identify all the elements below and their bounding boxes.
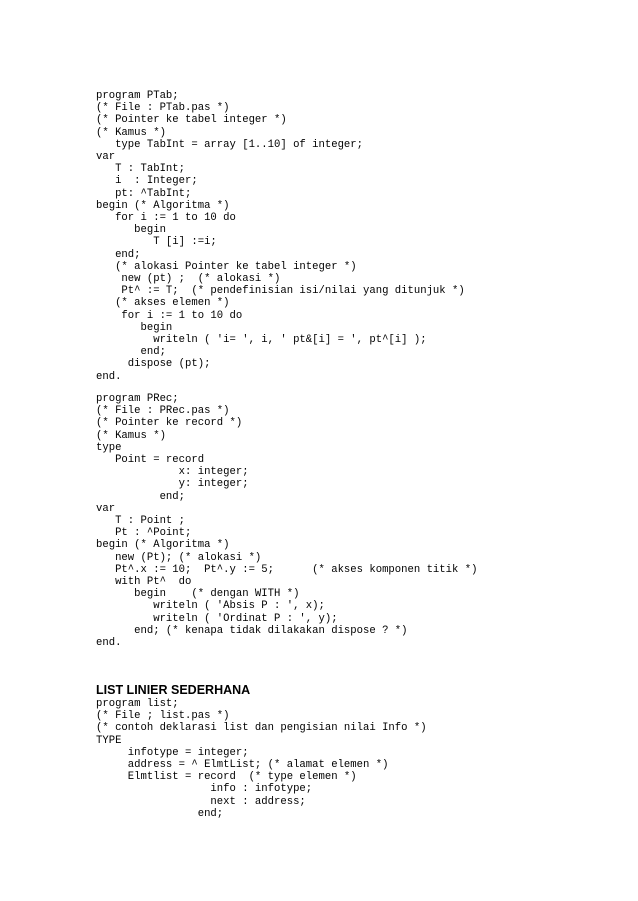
code-line: begin (* Algoritma *) [96,539,230,552]
code-block-ptab [96,90,465,383]
code-line: Elmtlist = record (* type elemen *) [96,771,357,784]
code-line: (* File : PRec.pas *) [96,405,230,418]
code-line: program PRec; [96,393,179,405]
code-line: writeln ( 'i= ', i, ' pt&[i] = ', pt^[i] ); [96,334,427,347]
code-line: address = ^ ElmtList; (* alamat elemen *) [96,759,389,772]
code-line: end; [96,248,141,261]
code-line: type TabInt = array [1..10] of integer; [96,138,364,151]
code-line: Point = record [96,454,205,467]
code-line: begin (* dengan WITH *) [96,588,300,601]
code-line: end. [96,370,122,383]
code-line: program PTab; [96,90,179,102]
code-line: var [96,151,116,164]
code-line: (* alokasi Pointer ke tabel integer *) [96,260,357,273]
code-line: T [i] :=i; [96,236,217,249]
code-line: (* File ; list.pas *) [96,710,230,723]
code-line: begin [96,321,173,334]
code-line: writeln ( 'Absis P : ', x); [96,600,325,613]
code-block-prec [96,393,477,649]
code-line: (* Pointer ke tabel integer *) [96,114,287,127]
code-line: dispose (pt); [96,358,211,371]
code-line: info : infotype; [96,783,313,796]
code-line: end; [96,490,186,503]
code-line: Pt^ := T; (* pendefinisian isi/nilai yang ditunjuk *) [96,285,465,298]
code-line: end; [96,346,166,359]
code-line: (* contoh deklarasi list dan pengisian nilai Info *) [96,722,427,735]
code-line: (* Kamus *) [96,126,166,139]
code-line: end; [96,807,224,820]
code-line: program list; [96,698,179,710]
code-line: type [96,441,122,454]
code-line: writeln ( 'Ordinat P : ', y); [96,612,338,625]
code-line: TYPE [96,734,122,747]
code-line: begin [96,224,166,237]
section-heading-list: LIST LINIER SEDERHANA [96,683,251,697]
code-line: T : TabInt; [96,163,186,176]
code-line: infotype = integer; [96,746,249,759]
code-line: pt: ^TabInt; [96,187,192,200]
code-line: i : Integer; [96,175,198,188]
code-line: T : Point ; [96,515,186,528]
code-line: new (Pt); (* alokasi *) [96,551,262,564]
code-line: Pt^.x := 10; Pt^.y := 5; (* akses komponen titik *) [96,563,478,576]
code-block-list [96,698,427,820]
code-line: begin (* Algoritma *) [96,199,230,212]
code-line: (* akses elemen *) [96,297,230,310]
code-line: (* Pointer ke record *) [96,417,243,430]
code-line: x: integer; [96,466,249,479]
code-line: var [96,502,116,515]
code-line: for i := 1 to 10 do [96,309,243,322]
code-line: Pt : ^Point; [96,527,192,540]
code-line: end; (* kenapa tidak dilakakan dispose ? *) [96,624,408,637]
code-line: (* File : PTab.pas *) [96,102,230,115]
code-line: for i := 1 to 10 do [96,212,236,225]
code-line: new (pt) ; (* alokasi *) [96,273,281,286]
code-line: y: integer; [96,478,249,491]
code-line: end. [96,637,122,650]
code-line: with Pt^ do [96,576,192,589]
code-line: next : address; [96,795,306,808]
code-line: (* Kamus *) [96,429,166,442]
